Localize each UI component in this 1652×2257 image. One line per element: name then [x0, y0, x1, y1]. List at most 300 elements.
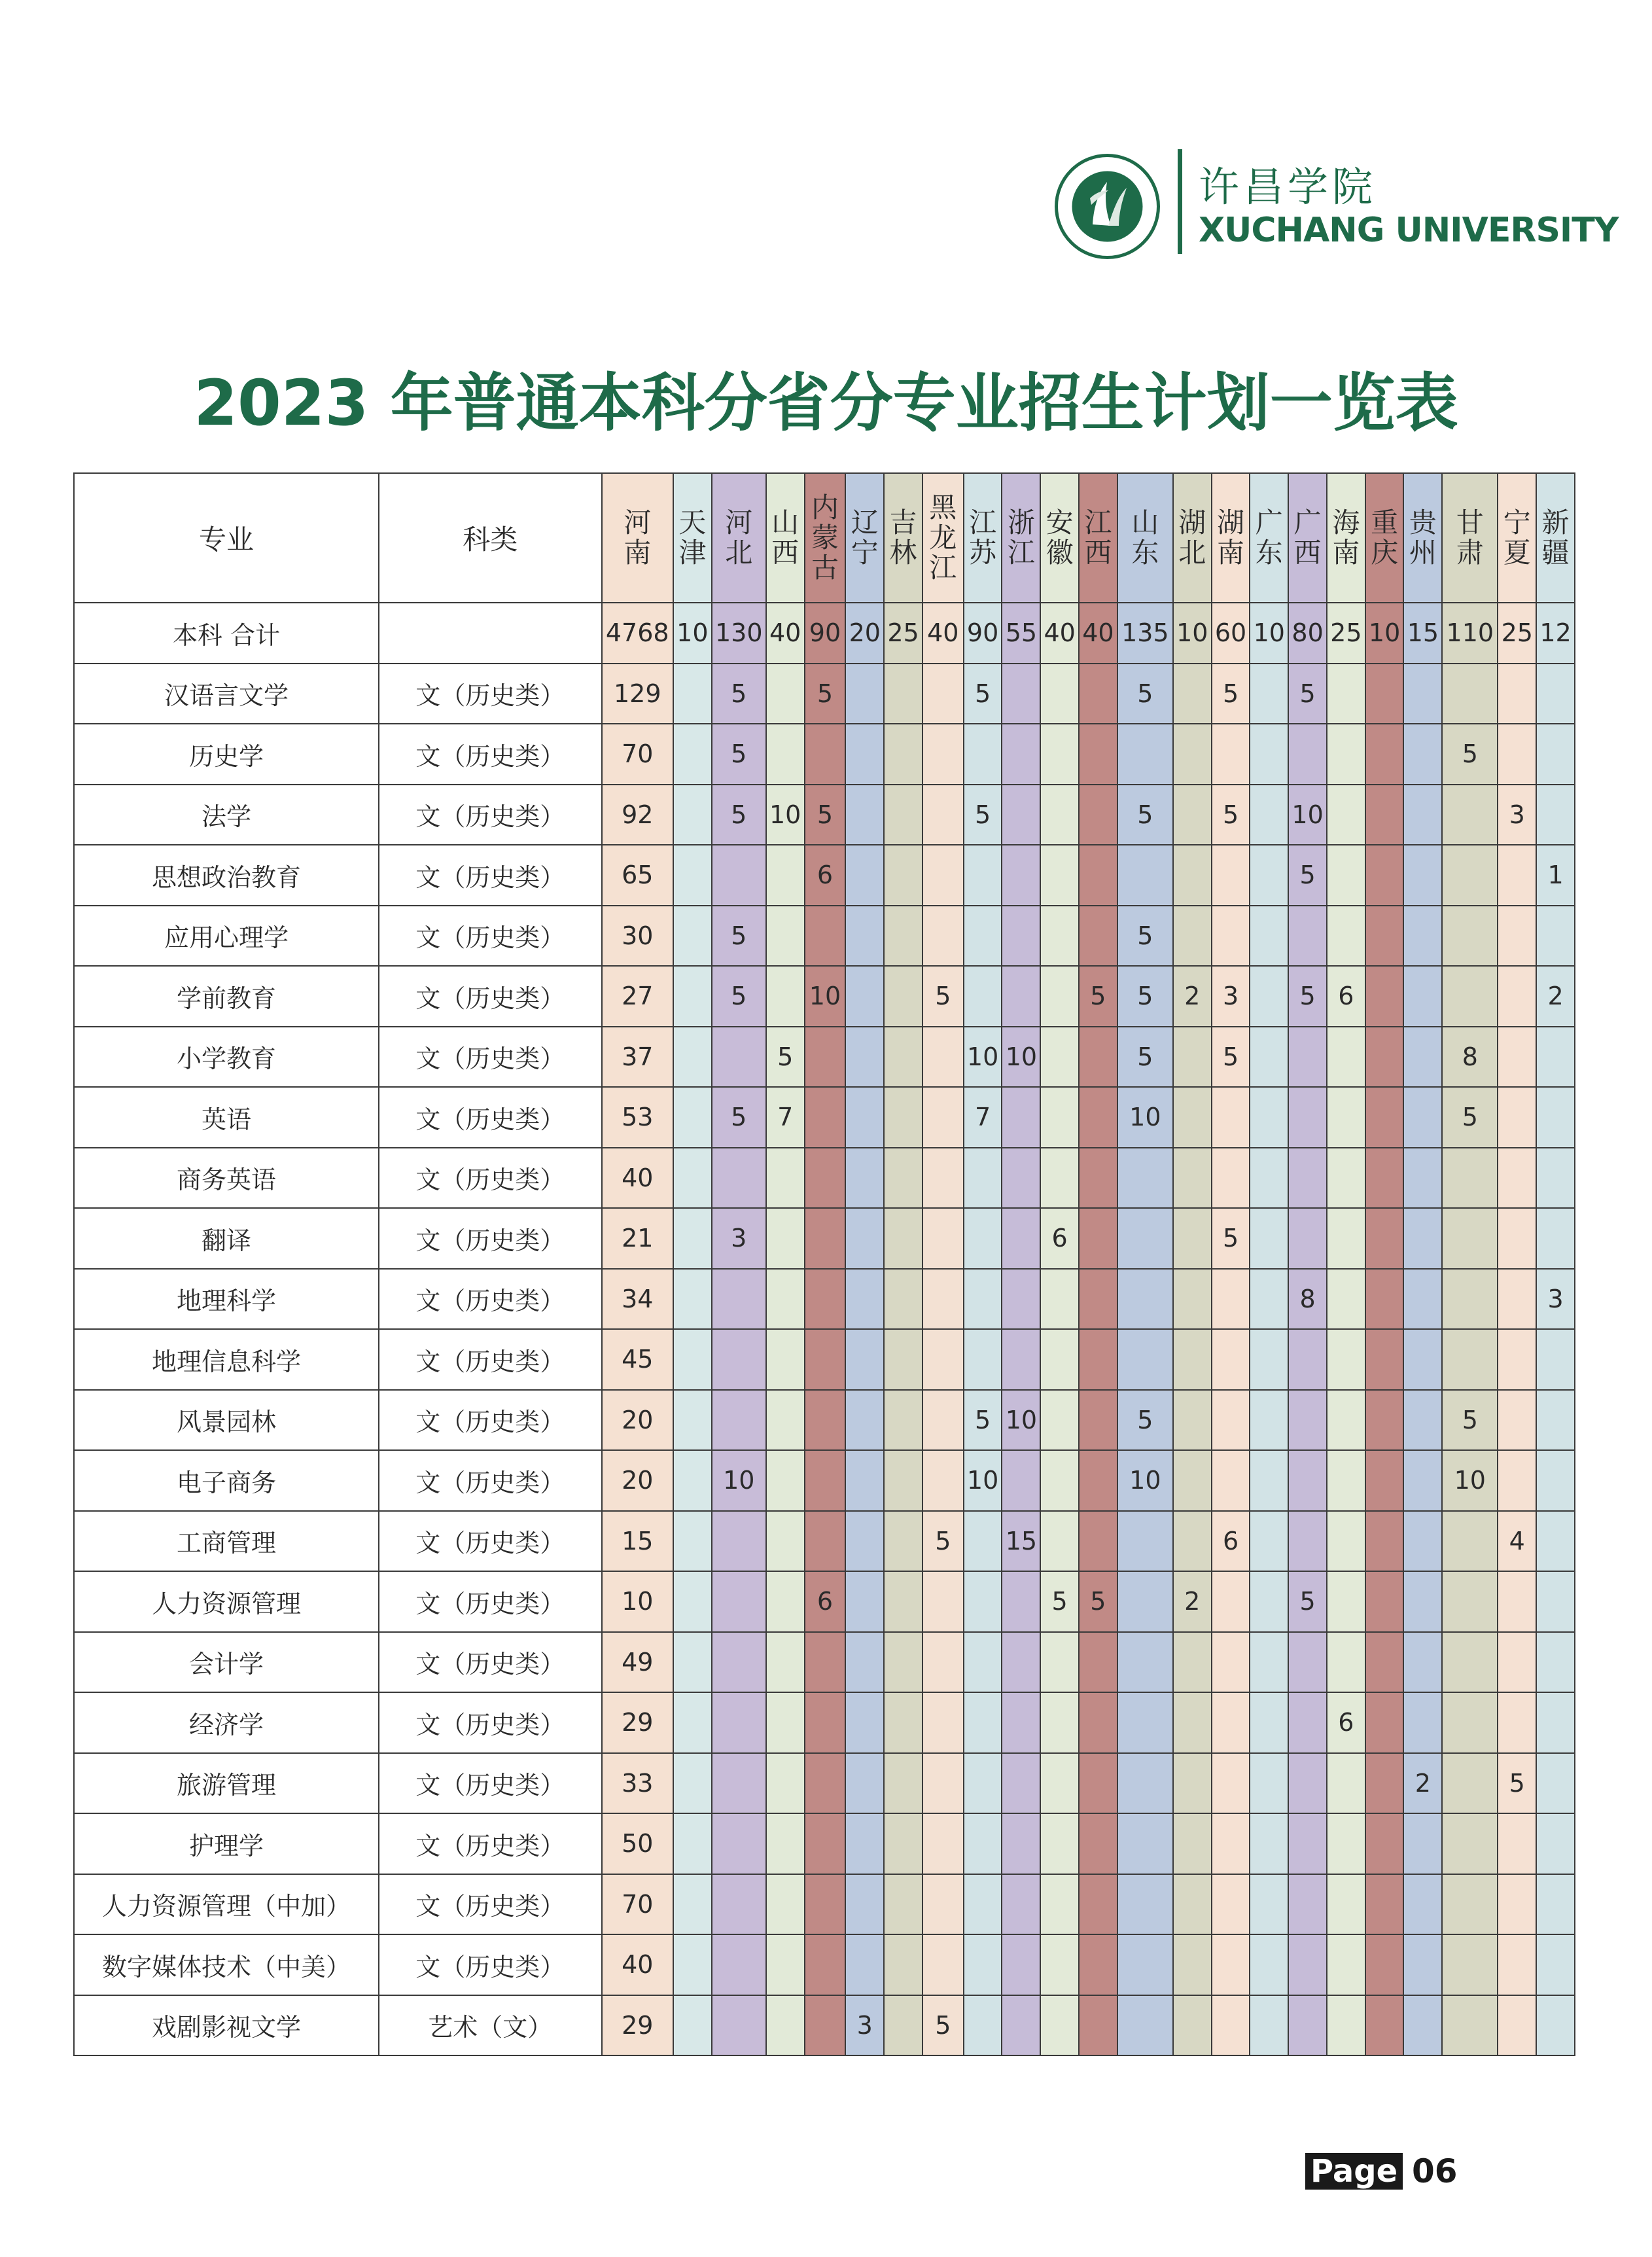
- quota-cell: [1327, 1813, 1365, 1874]
- quota-cell: [1079, 1087, 1117, 1148]
- quota-cell: [1040, 1390, 1079, 1451]
- quota-cell: [923, 664, 964, 724]
- quota-cell: [1536, 1208, 1575, 1269]
- quota-cell: [712, 1329, 766, 1390]
- quota-cell: [1079, 1934, 1117, 1995]
- quota-cell: [1498, 1450, 1536, 1511]
- quota-cell: [712, 1148, 766, 1209]
- quota-cell: [1536, 1753, 1575, 1814]
- quota-cell: [1173, 1087, 1212, 1148]
- quota-cell: [766, 1632, 805, 1693]
- quota-cell: 5: [1288, 845, 1327, 906]
- quota-cell: [923, 1813, 964, 1874]
- quota-cell: [1327, 1934, 1365, 1995]
- major-cell: 学前教育: [74, 966, 379, 1027]
- quota-cell: [673, 906, 712, 967]
- header-province: [1079, 473, 1117, 603]
- quota-cell: [1250, 1148, 1288, 1209]
- header-province: [964, 473, 1002, 603]
- quota-cell: [1442, 1934, 1498, 1995]
- quota-cell: 129: [602, 664, 673, 724]
- category-cell: 文（历史类）: [379, 1753, 601, 1814]
- quota-cell: [884, 664, 923, 724]
- quota-cell: [1040, 1148, 1079, 1209]
- quota-cell: [1117, 1934, 1173, 1995]
- quota-cell: 10: [673, 603, 712, 664]
- quota-cell: [673, 845, 712, 906]
- quota-cell: [805, 1208, 846, 1269]
- province-name: 海南: [1332, 506, 1360, 569]
- quota-cell: [1117, 1632, 1173, 1693]
- table-row: [74, 845, 1575, 906]
- quota-cell: [1365, 1329, 1404, 1390]
- quota-cell: [805, 1813, 846, 1874]
- quota-cell: [1212, 1692, 1250, 1753]
- province-name: 山东: [1131, 506, 1159, 569]
- category-cell: 文（历史类）: [379, 1934, 601, 1995]
- province-name: 广东: [1255, 506, 1283, 569]
- quota-cell: 2: [1403, 1753, 1442, 1814]
- quota-cell: [1498, 1027, 1536, 1088]
- quota-cell: 49: [602, 1632, 673, 1693]
- quota-cell: [805, 1390, 846, 1451]
- major-cell: 小学教育: [74, 1027, 379, 1088]
- quota-cell: [673, 1148, 712, 1209]
- quota-cell: [884, 1692, 923, 1753]
- quota-cell: 90: [964, 603, 1002, 664]
- quota-cell: [805, 1087, 846, 1148]
- quota-cell: [1536, 1390, 1575, 1451]
- quota-cell: 10: [1117, 1087, 1173, 1148]
- quota-cell: 5: [712, 785, 766, 845]
- quota-cell: [964, 1208, 1002, 1269]
- quota-cell: 5: [1040, 1571, 1079, 1632]
- quota-cell: [805, 1995, 846, 2056]
- province-name: 辽宁: [851, 506, 879, 569]
- quota-cell: [1212, 1390, 1250, 1451]
- header-province: [1403, 473, 1442, 603]
- table-row: [74, 1571, 1575, 1632]
- quota-cell: [1536, 785, 1575, 845]
- quota-cell: [1250, 1571, 1288, 1632]
- province-name: 浙江: [1007, 506, 1035, 569]
- quota-cell: [805, 1511, 846, 1572]
- quota-cell: [1442, 1148, 1498, 1209]
- quota-cell: 70: [602, 1874, 673, 1935]
- category-cell: 文（历史类）: [379, 1329, 601, 1390]
- quota-cell: 110: [1442, 603, 1498, 664]
- quota-cell: [1288, 1087, 1327, 1148]
- quota-cell: [673, 966, 712, 1027]
- quota-cell: [1250, 1995, 1288, 2056]
- quota-cell: [1250, 1813, 1288, 1874]
- quota-cell: [1117, 845, 1173, 906]
- table-row: [74, 1450, 1575, 1511]
- quota-cell: [1040, 1692, 1079, 1753]
- quota-cell: [712, 1632, 766, 1693]
- quota-cell: [1079, 1632, 1117, 1693]
- quota-cell: [1040, 1087, 1079, 1148]
- quota-cell: 6: [805, 845, 846, 906]
- quota-cell: [805, 1027, 846, 1088]
- quota-cell: 10: [805, 966, 846, 1027]
- quota-cell: [1365, 1148, 1404, 1209]
- category-cell: 文（历史类）: [379, 724, 601, 785]
- quota-cell: [1288, 724, 1327, 785]
- category-cell: 文（历史类）: [379, 664, 601, 724]
- category-cell: 文（历史类）: [379, 1148, 601, 1209]
- quota-cell: [923, 1087, 964, 1148]
- category-cell: 文（历史类）: [379, 1813, 601, 1874]
- quota-cell: 6: [1212, 1511, 1250, 1572]
- quota-cell: [1365, 1087, 1404, 1148]
- quota-cell: [1442, 1511, 1498, 1572]
- quota-cell: [1536, 1027, 1575, 1088]
- quota-cell: [1365, 785, 1404, 845]
- quota-cell: [884, 966, 923, 1027]
- quota-cell: [1079, 906, 1117, 967]
- quota-cell: [1212, 1450, 1250, 1511]
- major-cell: 思想政治教育: [74, 845, 379, 906]
- quota-cell: [712, 1390, 766, 1451]
- quota-cell: [845, 1027, 884, 1088]
- quota-cell: 10: [602, 1571, 673, 1632]
- quota-cell: [1117, 1753, 1173, 1814]
- quota-cell: [1117, 724, 1173, 785]
- quota-cell: [1002, 1269, 1040, 1330]
- quota-cell: 10: [1442, 1450, 1498, 1511]
- quota-cell: [964, 1269, 1002, 1330]
- province-name: 河北: [725, 506, 753, 569]
- quota-cell: [1250, 966, 1288, 1027]
- quota-cell: 6: [805, 1571, 846, 1632]
- header-province: [1173, 473, 1212, 603]
- quota-cell: 5: [1117, 664, 1173, 724]
- quota-cell: 5: [1442, 1390, 1498, 1451]
- quota-cell: 2: [1173, 1571, 1212, 1632]
- quota-cell: [766, 1934, 805, 1995]
- quota-cell: [1173, 1934, 1212, 1995]
- quota-cell: [1536, 1087, 1575, 1148]
- quota-cell: [845, 1511, 884, 1572]
- quota-cell: [1079, 1450, 1117, 1511]
- header-province: [923, 473, 964, 603]
- quota-cell: 6: [1327, 1692, 1365, 1753]
- quota-cell: 10: [964, 1027, 1002, 1088]
- quota-cell: [1002, 1934, 1040, 1995]
- quota-cell: [845, 1329, 884, 1390]
- quota-cell: 5: [1442, 1087, 1498, 1148]
- quota-cell: [1079, 1148, 1117, 1209]
- quota-cell: [1002, 1087, 1040, 1148]
- quota-cell: [1079, 1874, 1117, 1935]
- quota-cell: [1365, 845, 1404, 906]
- quota-cell: 60: [1212, 603, 1250, 664]
- quota-cell: 15: [1002, 1511, 1040, 1572]
- quota-cell: [923, 1692, 964, 1753]
- category-cell: 文（历史类）: [379, 1269, 601, 1330]
- major-cell: 地理信息科学: [74, 1329, 379, 1390]
- quota-cell: [923, 1571, 964, 1632]
- category-cell: 文（历史类）: [379, 1087, 601, 1148]
- quota-cell: 7: [766, 1087, 805, 1148]
- quota-cell: [673, 1813, 712, 1874]
- quota-cell: [1536, 1329, 1575, 1390]
- quota-cell: [1442, 1269, 1498, 1330]
- quota-cell: 3: [1212, 966, 1250, 1027]
- quota-cell: [766, 1995, 805, 2056]
- quota-cell: [884, 1208, 923, 1269]
- quota-cell: [964, 1329, 1002, 1390]
- table-row: [74, 1753, 1575, 1814]
- quota-cell: 5: [1288, 1571, 1327, 1632]
- major-cell: 工商管理: [74, 1511, 379, 1572]
- major-cell: 法学: [74, 785, 379, 845]
- quota-cell: [884, 1450, 923, 1511]
- quota-cell: 55: [1002, 603, 1040, 664]
- quota-cell: 65: [602, 845, 673, 906]
- quota-cell: [1079, 845, 1117, 906]
- quota-cell: 5: [923, 1995, 964, 2056]
- quota-cell: [964, 1571, 1002, 1632]
- quota-cell: [1403, 1692, 1442, 1753]
- quota-cell: [923, 1934, 964, 1995]
- province-name: 新疆: [1541, 506, 1570, 569]
- quota-cell: [1173, 1692, 1212, 1753]
- quota-cell: [766, 966, 805, 1027]
- quota-cell: [673, 1874, 712, 1935]
- quota-cell: 8: [1288, 1269, 1327, 1330]
- quota-cell: [1079, 1027, 1117, 1088]
- page-label: Page: [1305, 2153, 1403, 2190]
- quota-cell: 40: [1079, 603, 1117, 664]
- quota-cell: [673, 1027, 712, 1088]
- quota-cell: [923, 1329, 964, 1390]
- quota-cell: [1365, 1027, 1404, 1088]
- quota-cell: [673, 1571, 712, 1632]
- quota-cell: 5: [1498, 1753, 1536, 1814]
- quota-cell: 40: [602, 1148, 673, 1209]
- quota-cell: 25: [1498, 603, 1536, 664]
- table-row: [74, 1329, 1575, 1390]
- quota-cell: [845, 1934, 884, 1995]
- quota-cell: [1173, 1632, 1212, 1693]
- quota-cell: [884, 1390, 923, 1451]
- table-row: [74, 906, 1575, 967]
- quota-cell: 25: [1327, 603, 1365, 664]
- quota-cell: [1117, 1511, 1173, 1572]
- quota-cell: [1288, 1390, 1327, 1451]
- quota-cell: [766, 664, 805, 724]
- quota-cell: [1498, 1148, 1536, 1209]
- table-row: [74, 785, 1575, 845]
- quota-cell: [1498, 1269, 1536, 1330]
- quota-cell: [1365, 1571, 1404, 1632]
- major-cell: 本科 合计: [74, 603, 379, 664]
- quota-cell: [673, 1995, 712, 2056]
- quota-cell: [1250, 845, 1288, 906]
- category-cell: 文（历史类）: [379, 785, 601, 845]
- quota-cell: [1327, 724, 1365, 785]
- quota-cell: 10: [1117, 1450, 1173, 1511]
- quota-cell: [1250, 724, 1288, 785]
- quota-cell: [845, 785, 884, 845]
- quota-cell: 135: [1117, 603, 1173, 664]
- quota-cell: 10: [1173, 603, 1212, 664]
- quota-cell: [1442, 1753, 1498, 1814]
- quota-cell: 40: [1040, 603, 1079, 664]
- quota-cell: [845, 1390, 884, 1451]
- quota-cell: 29: [602, 1692, 673, 1753]
- quota-cell: [1288, 1692, 1327, 1753]
- quota-cell: 90: [805, 603, 846, 664]
- quota-cell: [1040, 1511, 1079, 1572]
- quota-cell: [1498, 966, 1536, 1027]
- quota-cell: [1079, 1692, 1117, 1753]
- quota-cell: [1250, 1208, 1288, 1269]
- category-cell: 文（历史类）: [379, 966, 601, 1027]
- quota-cell: [1498, 1632, 1536, 1693]
- quota-cell: [1403, 1813, 1442, 1874]
- quota-cell: [1173, 1511, 1212, 1572]
- quota-cell: 5: [1212, 1027, 1250, 1088]
- quota-cell: [1403, 1632, 1442, 1693]
- quota-cell: [1498, 1874, 1536, 1935]
- province-name: 内蒙古: [811, 491, 839, 584]
- quota-cell: [1327, 1753, 1365, 1814]
- quota-cell: [1173, 1753, 1212, 1814]
- quota-cell: [1117, 1148, 1173, 1209]
- quota-cell: [805, 1148, 846, 1209]
- quota-cell: [884, 1269, 923, 1330]
- quota-cell: [1365, 1813, 1404, 1874]
- quota-cell: [1288, 1208, 1327, 1269]
- quota-cell: [1365, 1995, 1404, 2056]
- quota-cell: [1079, 664, 1117, 724]
- quota-cell: [884, 785, 923, 845]
- province-name: 河南: [624, 506, 652, 569]
- quota-cell: 3: [1498, 785, 1536, 845]
- quota-cell: [1365, 1632, 1404, 1693]
- quota-cell: [884, 845, 923, 906]
- quota-cell: [1536, 1571, 1575, 1632]
- quota-cell: [805, 1269, 846, 1330]
- quota-cell: [712, 1511, 766, 1572]
- quota-cell: 15: [602, 1511, 673, 1572]
- quota-cell: [1365, 1511, 1404, 1572]
- quota-cell: [1250, 664, 1288, 724]
- quota-cell: 5: [712, 724, 766, 785]
- header-category: 科类: [379, 473, 601, 603]
- quota-cell: [1288, 1813, 1327, 1874]
- quota-cell: [923, 1632, 964, 1693]
- quota-cell: [1403, 1087, 1442, 1148]
- quota-cell: [712, 1934, 766, 1995]
- quota-cell: [1173, 1390, 1212, 1451]
- quota-cell: [1173, 1329, 1212, 1390]
- quota-cell: 5: [712, 966, 766, 1027]
- quota-cell: [1442, 906, 1498, 967]
- quota-cell: [1365, 966, 1404, 1027]
- quota-cell: 7: [964, 1087, 1002, 1148]
- quota-cell: [1212, 1632, 1250, 1693]
- quota-cell: [712, 1813, 766, 1874]
- quota-cell: [845, 1208, 884, 1269]
- quota-cell: [1365, 1208, 1404, 1269]
- header-province: [1250, 473, 1288, 603]
- quota-cell: [1365, 906, 1404, 967]
- quota-cell: [1002, 1148, 1040, 1209]
- major-cell: 旅游管理: [74, 1753, 379, 1814]
- quota-cell: [1498, 1934, 1536, 1995]
- quota-cell: [1212, 1813, 1250, 1874]
- quota-cell: 29: [602, 1995, 673, 2056]
- quota-cell: [964, 845, 1002, 906]
- quota-cell: [1002, 1753, 1040, 1814]
- quota-cell: [923, 1269, 964, 1330]
- quota-cell: [1040, 1329, 1079, 1390]
- quota-cell: [1288, 1753, 1327, 1814]
- quota-cell: [673, 1692, 712, 1753]
- table-row: [74, 1208, 1575, 1269]
- table-row: [74, 724, 1575, 785]
- quota-cell: [712, 1874, 766, 1935]
- table-row: [74, 1692, 1575, 1753]
- quota-cell: 3: [712, 1208, 766, 1269]
- quota-cell: 5: [1117, 785, 1173, 845]
- quota-cell: [1403, 1027, 1442, 1088]
- quota-cell: [673, 1632, 712, 1693]
- major-cell: 戏剧影视文学: [74, 1995, 379, 2056]
- category-cell: 文（历史类）: [379, 1027, 601, 1088]
- table-header-row: [74, 473, 1575, 603]
- province-name: 甘肃: [1456, 506, 1484, 569]
- major-cell: 翻译: [74, 1208, 379, 1269]
- quota-cell: [1002, 1329, 1040, 1390]
- quota-cell: 5: [1117, 966, 1173, 1027]
- quota-cell: 5: [1212, 785, 1250, 845]
- university-logo: [1053, 149, 1619, 260]
- quota-cell: [1212, 1571, 1250, 1632]
- quota-cell: [1212, 1874, 1250, 1935]
- quota-cell: [1212, 1995, 1250, 2056]
- quota-cell: [766, 724, 805, 785]
- quota-cell: [1403, 1874, 1442, 1935]
- quota-cell: [1079, 1269, 1117, 1330]
- quota-cell: [845, 1571, 884, 1632]
- table-row: [74, 1934, 1575, 1995]
- quota-cell: [1040, 906, 1079, 967]
- quota-cell: [1173, 845, 1212, 906]
- quota-cell: [673, 1087, 712, 1148]
- quota-cell: [805, 906, 846, 967]
- quota-cell: [1079, 1390, 1117, 1451]
- category-cell: 文（历史类）: [379, 1632, 601, 1693]
- quota-cell: [845, 1087, 884, 1148]
- header-province: [1212, 473, 1250, 603]
- quota-cell: [766, 1511, 805, 1572]
- quota-cell: [1040, 1027, 1079, 1088]
- quota-cell: [1173, 1813, 1212, 1874]
- quota-cell: [845, 1813, 884, 1874]
- quota-cell: [766, 845, 805, 906]
- table-row: [74, 1148, 1575, 1209]
- quota-cell: [673, 1753, 712, 1814]
- quota-cell: [1442, 966, 1498, 1027]
- quota-cell: 5: [766, 1027, 805, 1088]
- quota-cell: 10: [1365, 603, 1404, 664]
- quota-cell: [884, 1874, 923, 1935]
